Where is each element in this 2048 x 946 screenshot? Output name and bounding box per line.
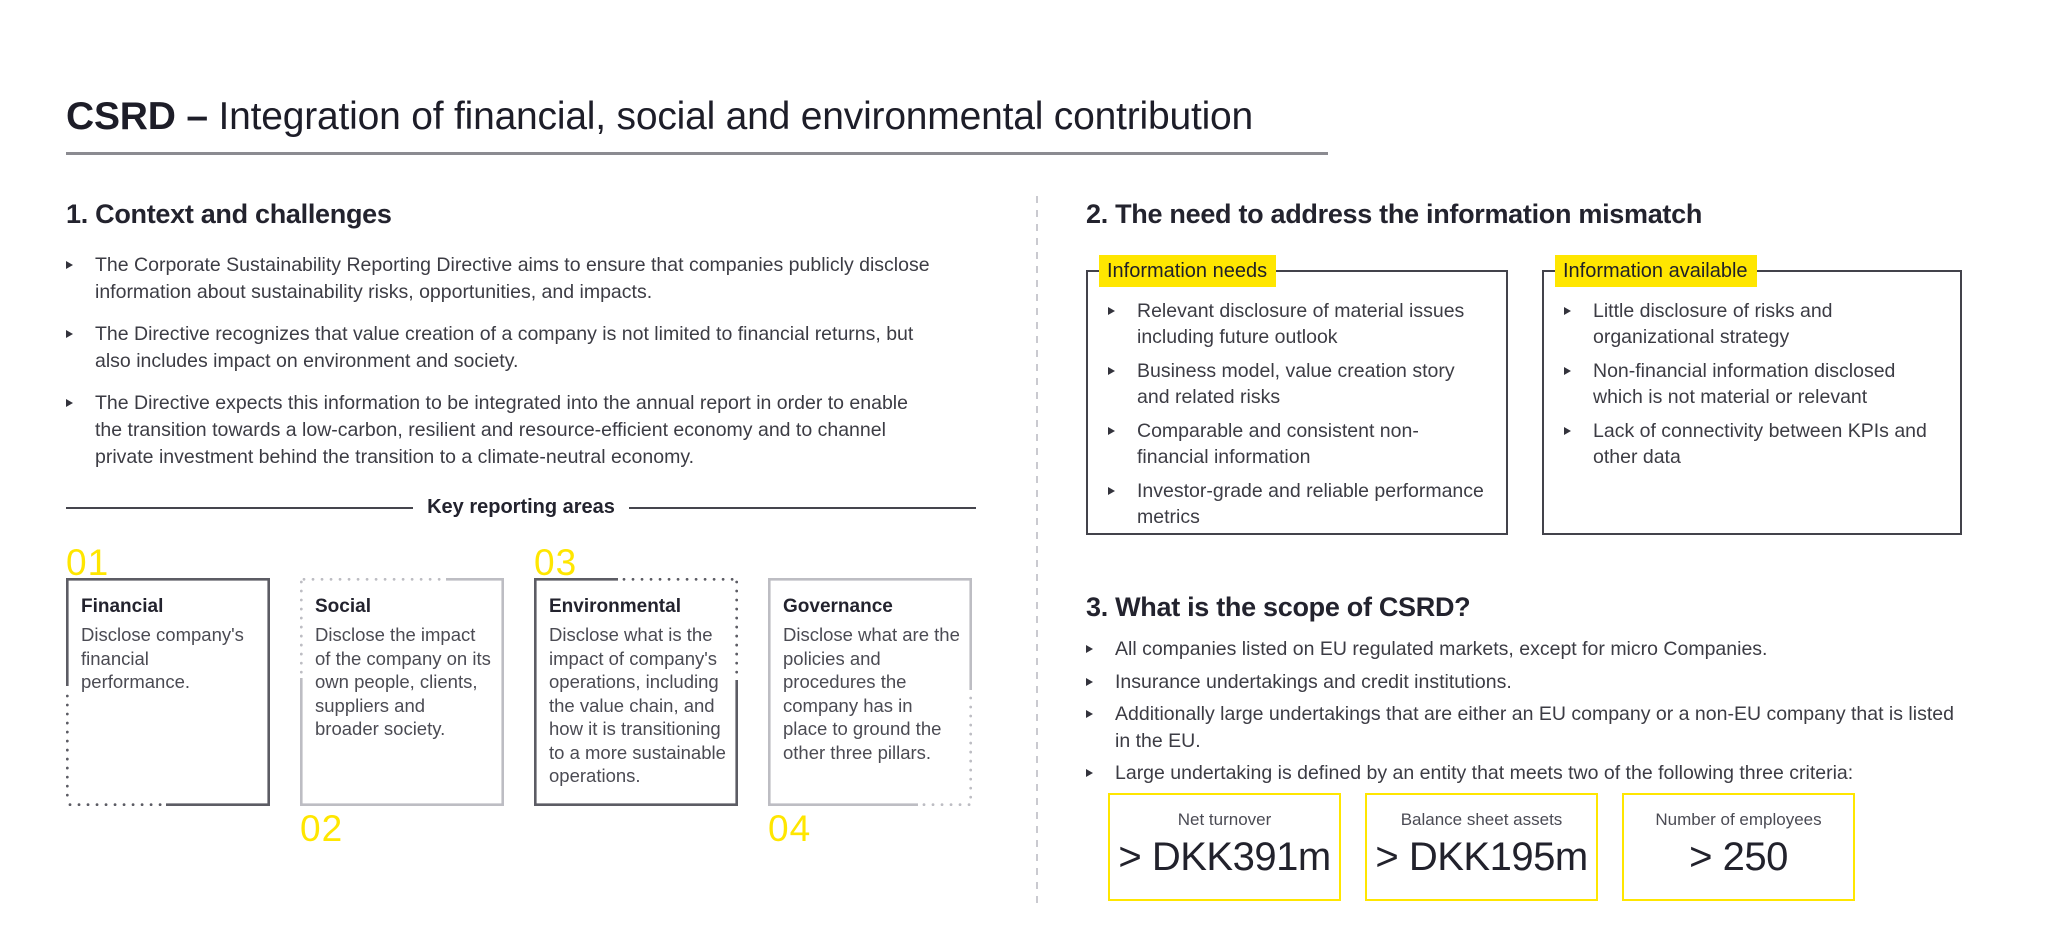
- list-item: [1564, 418, 1944, 470]
- triangle-bullet-icon: [1108, 427, 1137, 435]
- list-item: [1086, 760, 1966, 787]
- bullet-text: Additionally large undertakings that are either an EU company or a non-EU company that is listed in the EU.: [1115, 703, 1954, 752]
- area-number-01: 01: [66, 542, 110, 583]
- card-title: Environmental: [549, 596, 681, 617]
- key-area-card-environmental: [534, 578, 738, 806]
- key-area-card-governance: [768, 578, 972, 806]
- list-item: [66, 252, 938, 306]
- triangle-bullet-icon: [1086, 645, 1115, 653]
- list-item: [1108, 418, 1490, 470]
- triangle-bullet-icon: [66, 261, 95, 269]
- information-available-legend: Information available: [1555, 255, 1757, 287]
- criteria-box-balance-sheet: [1365, 793, 1598, 901]
- criteria-value: > 250: [1689, 835, 1788, 879]
- area-number-03: 03: [534, 542, 578, 583]
- key-reporting-areas-label: Key reporting areas: [427, 496, 615, 518]
- card-title: Financial: [81, 596, 164, 617]
- card-description: Disclose what are the policies and procedures the company has in place to ground the other three pillars.: [783, 624, 960, 763]
- section1-bullet-list: [66, 252, 938, 486]
- section2-heading: 2. The need to address the information mismatch: [1086, 199, 1703, 229]
- triangle-bullet-icon: [1108, 367, 1137, 375]
- bullet-text: Lack of connectivity between KPIs and other data: [1593, 420, 1927, 468]
- information-available-list: [1564, 298, 1944, 478]
- triangle-bullet-icon: [1564, 427, 1593, 435]
- list-item: [66, 321, 938, 375]
- information-needs-list: [1108, 298, 1490, 538]
- bullet-text: The Corporate Sustainability Reporting Directive aims to ensure that companies publicly disclose information about sustainability risks, opportunities, and impacts.: [95, 254, 930, 303]
- list-item: [1086, 701, 1966, 754]
- page-title-subtitle: Integration of financial, social and environmental contribution: [218, 95, 1254, 138]
- information-available-box: [1542, 260, 1962, 535]
- divider-line: [629, 507, 976, 509]
- card-description: Disclose what is the impact of company's operations, including the value chain, and how it is transitioning to a more sustainable operations.: [549, 624, 726, 786]
- bullet-text: Relevant disclosure of material issues including future outlook: [1137, 300, 1465, 348]
- list-item: [1086, 636, 1966, 663]
- card-description: Disclose the impact of the company on its own people, clients, suppliers and broader society.: [315, 624, 491, 739]
- triangle-bullet-icon: [1086, 710, 1115, 718]
- bullet-text: Little disclosure of risks and organizational strategy: [1593, 300, 1833, 348]
- key-reporting-areas-divider: [66, 496, 976, 519]
- triangle-bullet-icon: [1564, 367, 1593, 375]
- bullet-text: Large undertaking is defined by an entity that meets two of the following three criteria:: [1115, 762, 1854, 784]
- page-title: [66, 94, 1253, 140]
- criteria-value: > DKK391m: [1118, 835, 1331, 879]
- list-item: [1564, 298, 1944, 350]
- divider-line: [66, 507, 413, 509]
- section3-heading: 3. What is the scope of CSRD?: [1086, 592, 1471, 622]
- key-area-cards: [66, 578, 972, 806]
- column-divider: [1036, 196, 1038, 908]
- card-title: Governance: [783, 596, 893, 617]
- section3-bullet-list: [1086, 636, 1966, 793]
- area-number-04: 04: [768, 808, 812, 849]
- bullet-text: Comparable and consistent non-financial information: [1137, 420, 1419, 468]
- list-item: [1108, 298, 1490, 350]
- title-underline: [66, 152, 1328, 155]
- key-area-card-financial: [66, 578, 270, 806]
- criteria-boxes: [1108, 793, 1855, 901]
- list-item: [66, 390, 938, 471]
- list-item: [1086, 669, 1966, 696]
- triangle-bullet-icon: [1086, 678, 1115, 686]
- card-description: Disclose company's financial performance.: [81, 624, 244, 692]
- area-number-02: 02: [300, 808, 344, 849]
- bullet-text: Business model, value creation story and related risks: [1137, 360, 1455, 408]
- bullet-text: Insurance undertakings and credit institutions.: [1115, 670, 1512, 693]
- card-title: Social: [315, 596, 371, 617]
- bullet-text: Non-financial information disclosed which is not material or relevant: [1593, 360, 1896, 408]
- criteria-box-net-turnover: [1108, 793, 1341, 901]
- list-item: [1108, 358, 1490, 410]
- list-item: [1564, 358, 1944, 410]
- bullet-text: All companies listed on EU regulated markets, except for micro Companies.: [1115, 638, 1768, 660]
- triangle-bullet-icon: [1086, 769, 1115, 777]
- section1-heading: 1. Context and challenges: [66, 199, 392, 229]
- bullet-text: The Directive expects this information to be integrated into the annual report in order to enable the transition towards a low-carbon, resilient and resource-efficient economy and to channel private investment behind the transition to a climate-neutral economy.: [95, 392, 908, 468]
- triangle-bullet-icon: [66, 330, 95, 338]
- bullet-text: The Directive recognizes that value creation of a company is not limited to financial returns, but also includes impact on environment and society.: [95, 323, 914, 372]
- key-area-card-social: [300, 578, 504, 806]
- bullet-text: Investor-grade and reliable performance metrics: [1137, 480, 1484, 528]
- information-boxes: [1086, 260, 1962, 535]
- triangle-bullet-icon: [66, 399, 95, 407]
- information-needs-box: [1086, 260, 1508, 535]
- list-item: [1108, 478, 1490, 530]
- information-needs-legend: Information needs: [1099, 255, 1276, 287]
- page-title-acronym: CSRD –: [66, 95, 208, 138]
- triangle-bullet-icon: [1564, 307, 1593, 315]
- criteria-label: Net turnover: [1177, 810, 1272, 829]
- triangle-bullet-icon: [1108, 307, 1137, 315]
- criteria-box-employees: [1622, 793, 1855, 901]
- criteria-label: Number of employees: [1655, 810, 1822, 829]
- triangle-bullet-icon: [1108, 487, 1137, 495]
- criteria-value: > DKK195m: [1375, 835, 1588, 879]
- criteria-label: Balance sheet assets: [1400, 810, 1563, 829]
